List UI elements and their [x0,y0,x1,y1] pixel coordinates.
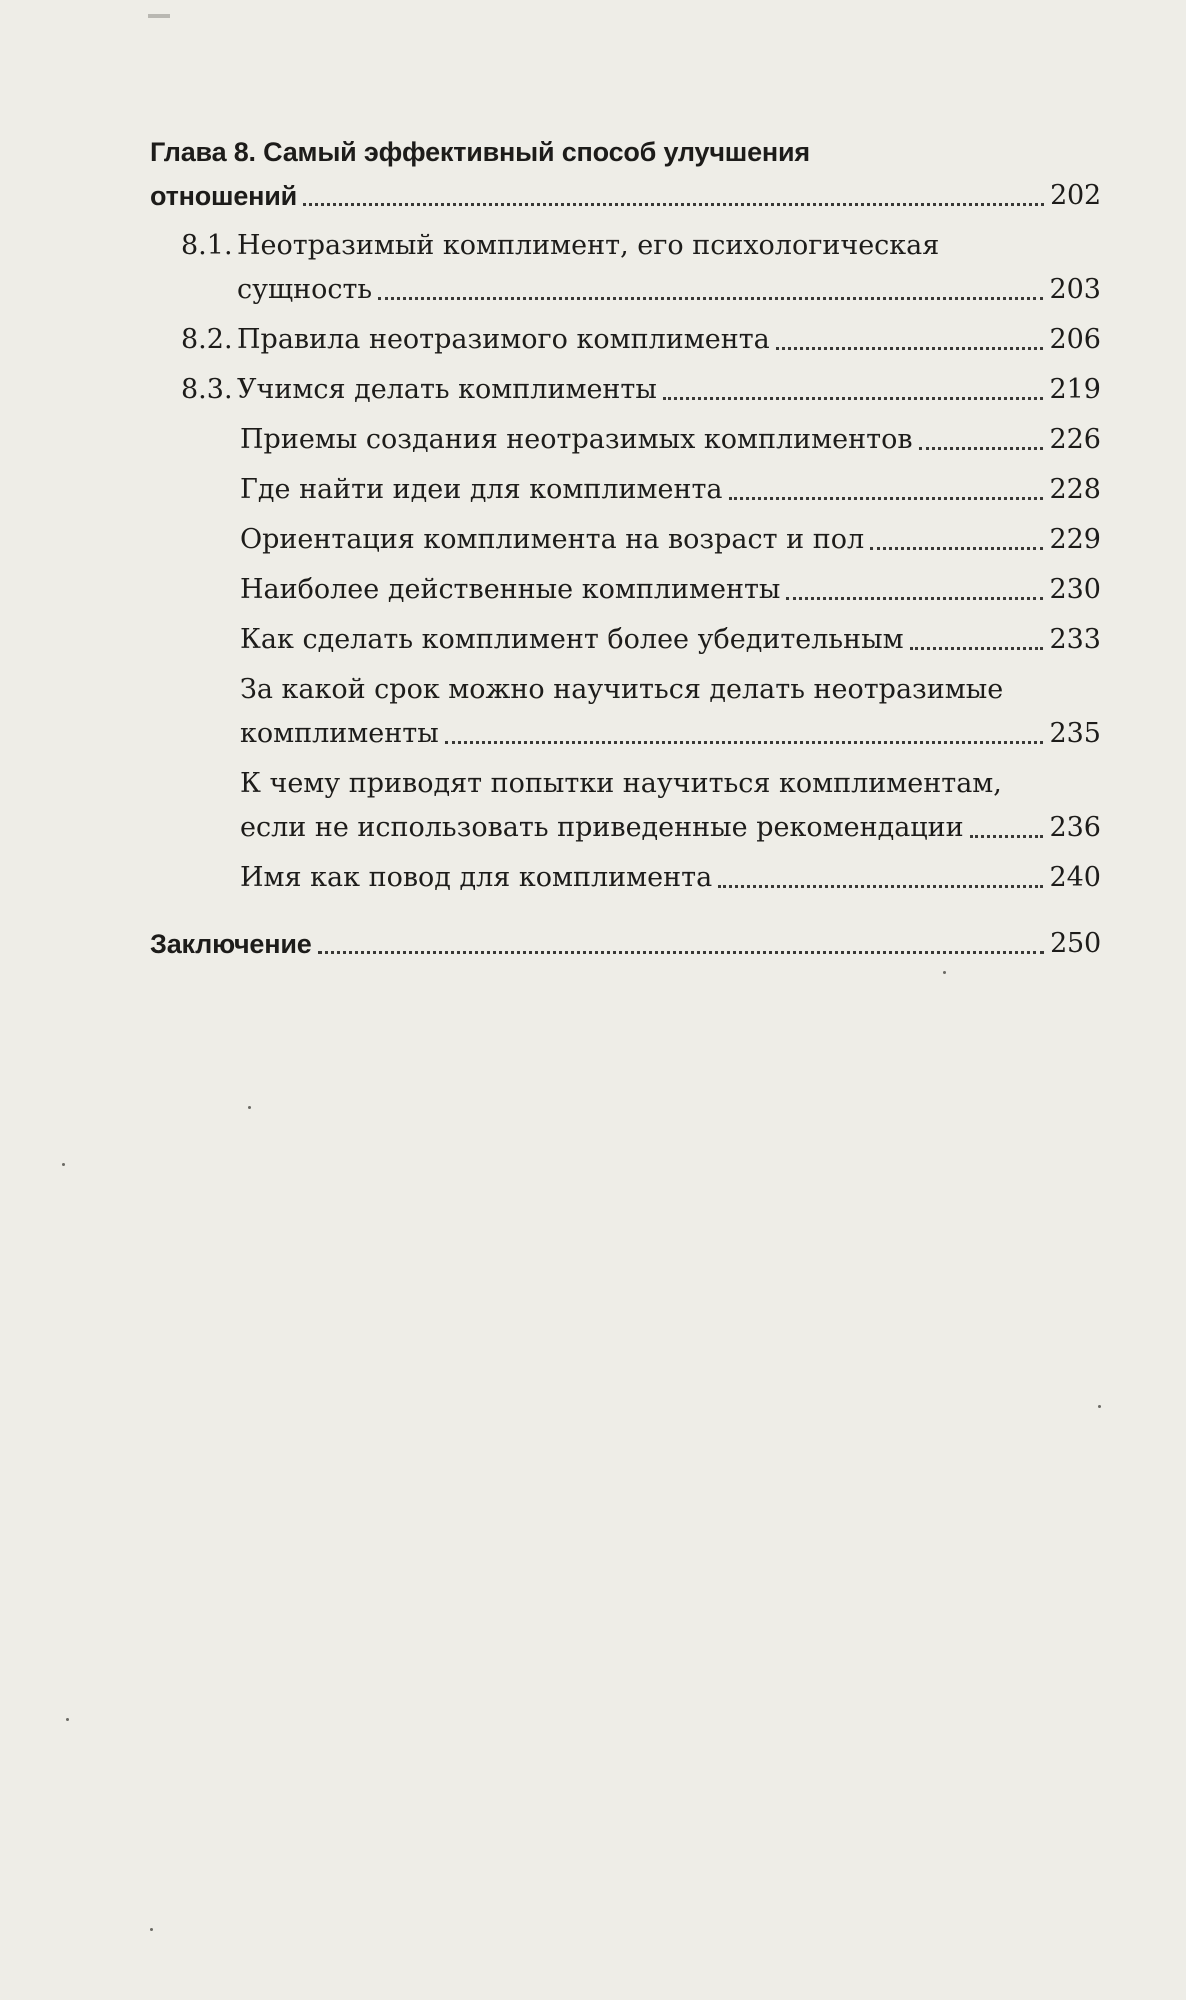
section-number: 8.1. [181,230,233,261]
toc-section-8-3 [150,368,1101,412]
page-number: 236 [1049,812,1101,843]
page-edge-mark [148,14,170,18]
dot-leader [776,347,1044,350]
toc-subsection [150,762,1101,850]
page-number: 235 [1049,718,1101,749]
chapter-title-line1: Глава 8. Самый эффективный способ улучшения [150,137,810,167]
paper-speck [248,1106,251,1109]
paper-speck [150,1928,153,1931]
subsection-title: Где найти идеи для комплимента [240,474,723,505]
page-number: 228 [1049,474,1101,505]
table-of-contents [150,130,1101,972]
section-number: 8.2. [181,324,233,355]
page-number: 206 [1049,324,1101,355]
dot-leader [910,647,1044,650]
subsection-title-line2: комплименты [240,718,439,749]
toc-subsection [150,856,1101,900]
page-number: 240 [1049,862,1101,893]
dot-leader [303,203,1044,206]
dot-leader [318,951,1044,954]
toc-conclusion [150,922,1101,966]
section-title: Учимся делать комплименты [237,374,657,405]
page-number: 219 [1049,374,1101,405]
paper-speck [66,1718,69,1721]
dot-leader [970,835,1044,838]
page-number: 230 [1049,574,1101,605]
dot-leader [786,597,1043,600]
toc-subsection [150,418,1101,462]
section-title-line1: Неотразимый комплимент, его психологическая [237,230,940,261]
dot-leader [870,547,1043,550]
dot-leader [445,741,1044,744]
subsection-title: Ориентация комплимента на возраст и пол [240,524,865,555]
dot-leader [378,297,1043,300]
toc-subsection [150,518,1101,562]
toc-chapter-8 [150,130,1101,218]
page-number: 226 [1049,424,1101,455]
section-title: Правила неотразимого комплимента [237,324,770,355]
section-title-line2: сущность [237,274,373,305]
toc-subsection [150,618,1101,662]
toc-subsection [150,468,1101,512]
page-number: 203 [1049,274,1101,305]
section-number: 8.3. [181,374,233,405]
subsection-title-line1: К чему приводят попытки научиться комплиментам, [240,768,1002,799]
subsection-title: Приемы создания неотразимых комплиментов [240,424,913,455]
toc-section-8-2 [150,318,1101,362]
dot-leader [729,497,1044,500]
paper-speck [62,1163,65,1166]
subsection-title-line2: если не использовать приведенные рекомендации [240,812,964,843]
page-number: 250 [1050,928,1101,959]
toc-section-8-1 [150,224,1101,312]
paper-speck [943,971,946,974]
subsection-title-line1: За какой срок можно научиться делать неотразимые [240,674,1004,705]
page-number: 233 [1049,624,1101,655]
toc-subsection [150,568,1101,612]
subsection-title: Как сделать комплимент более убедительным [240,624,904,655]
conclusion-title: Заключение [150,929,312,959]
toc-subsection [150,668,1101,756]
page-number: 229 [1049,524,1101,555]
subsection-title: Имя как повод для комплимента [240,862,713,893]
chapter-title-line2: отношений [150,181,298,211]
dot-leader [663,397,1044,400]
dot-leader [919,447,1044,450]
page-number: 202 [1050,180,1101,211]
subsection-title: Наиболее действенные комплименты [240,574,781,605]
dot-leader [718,885,1043,888]
paper-speck [1098,1405,1101,1408]
